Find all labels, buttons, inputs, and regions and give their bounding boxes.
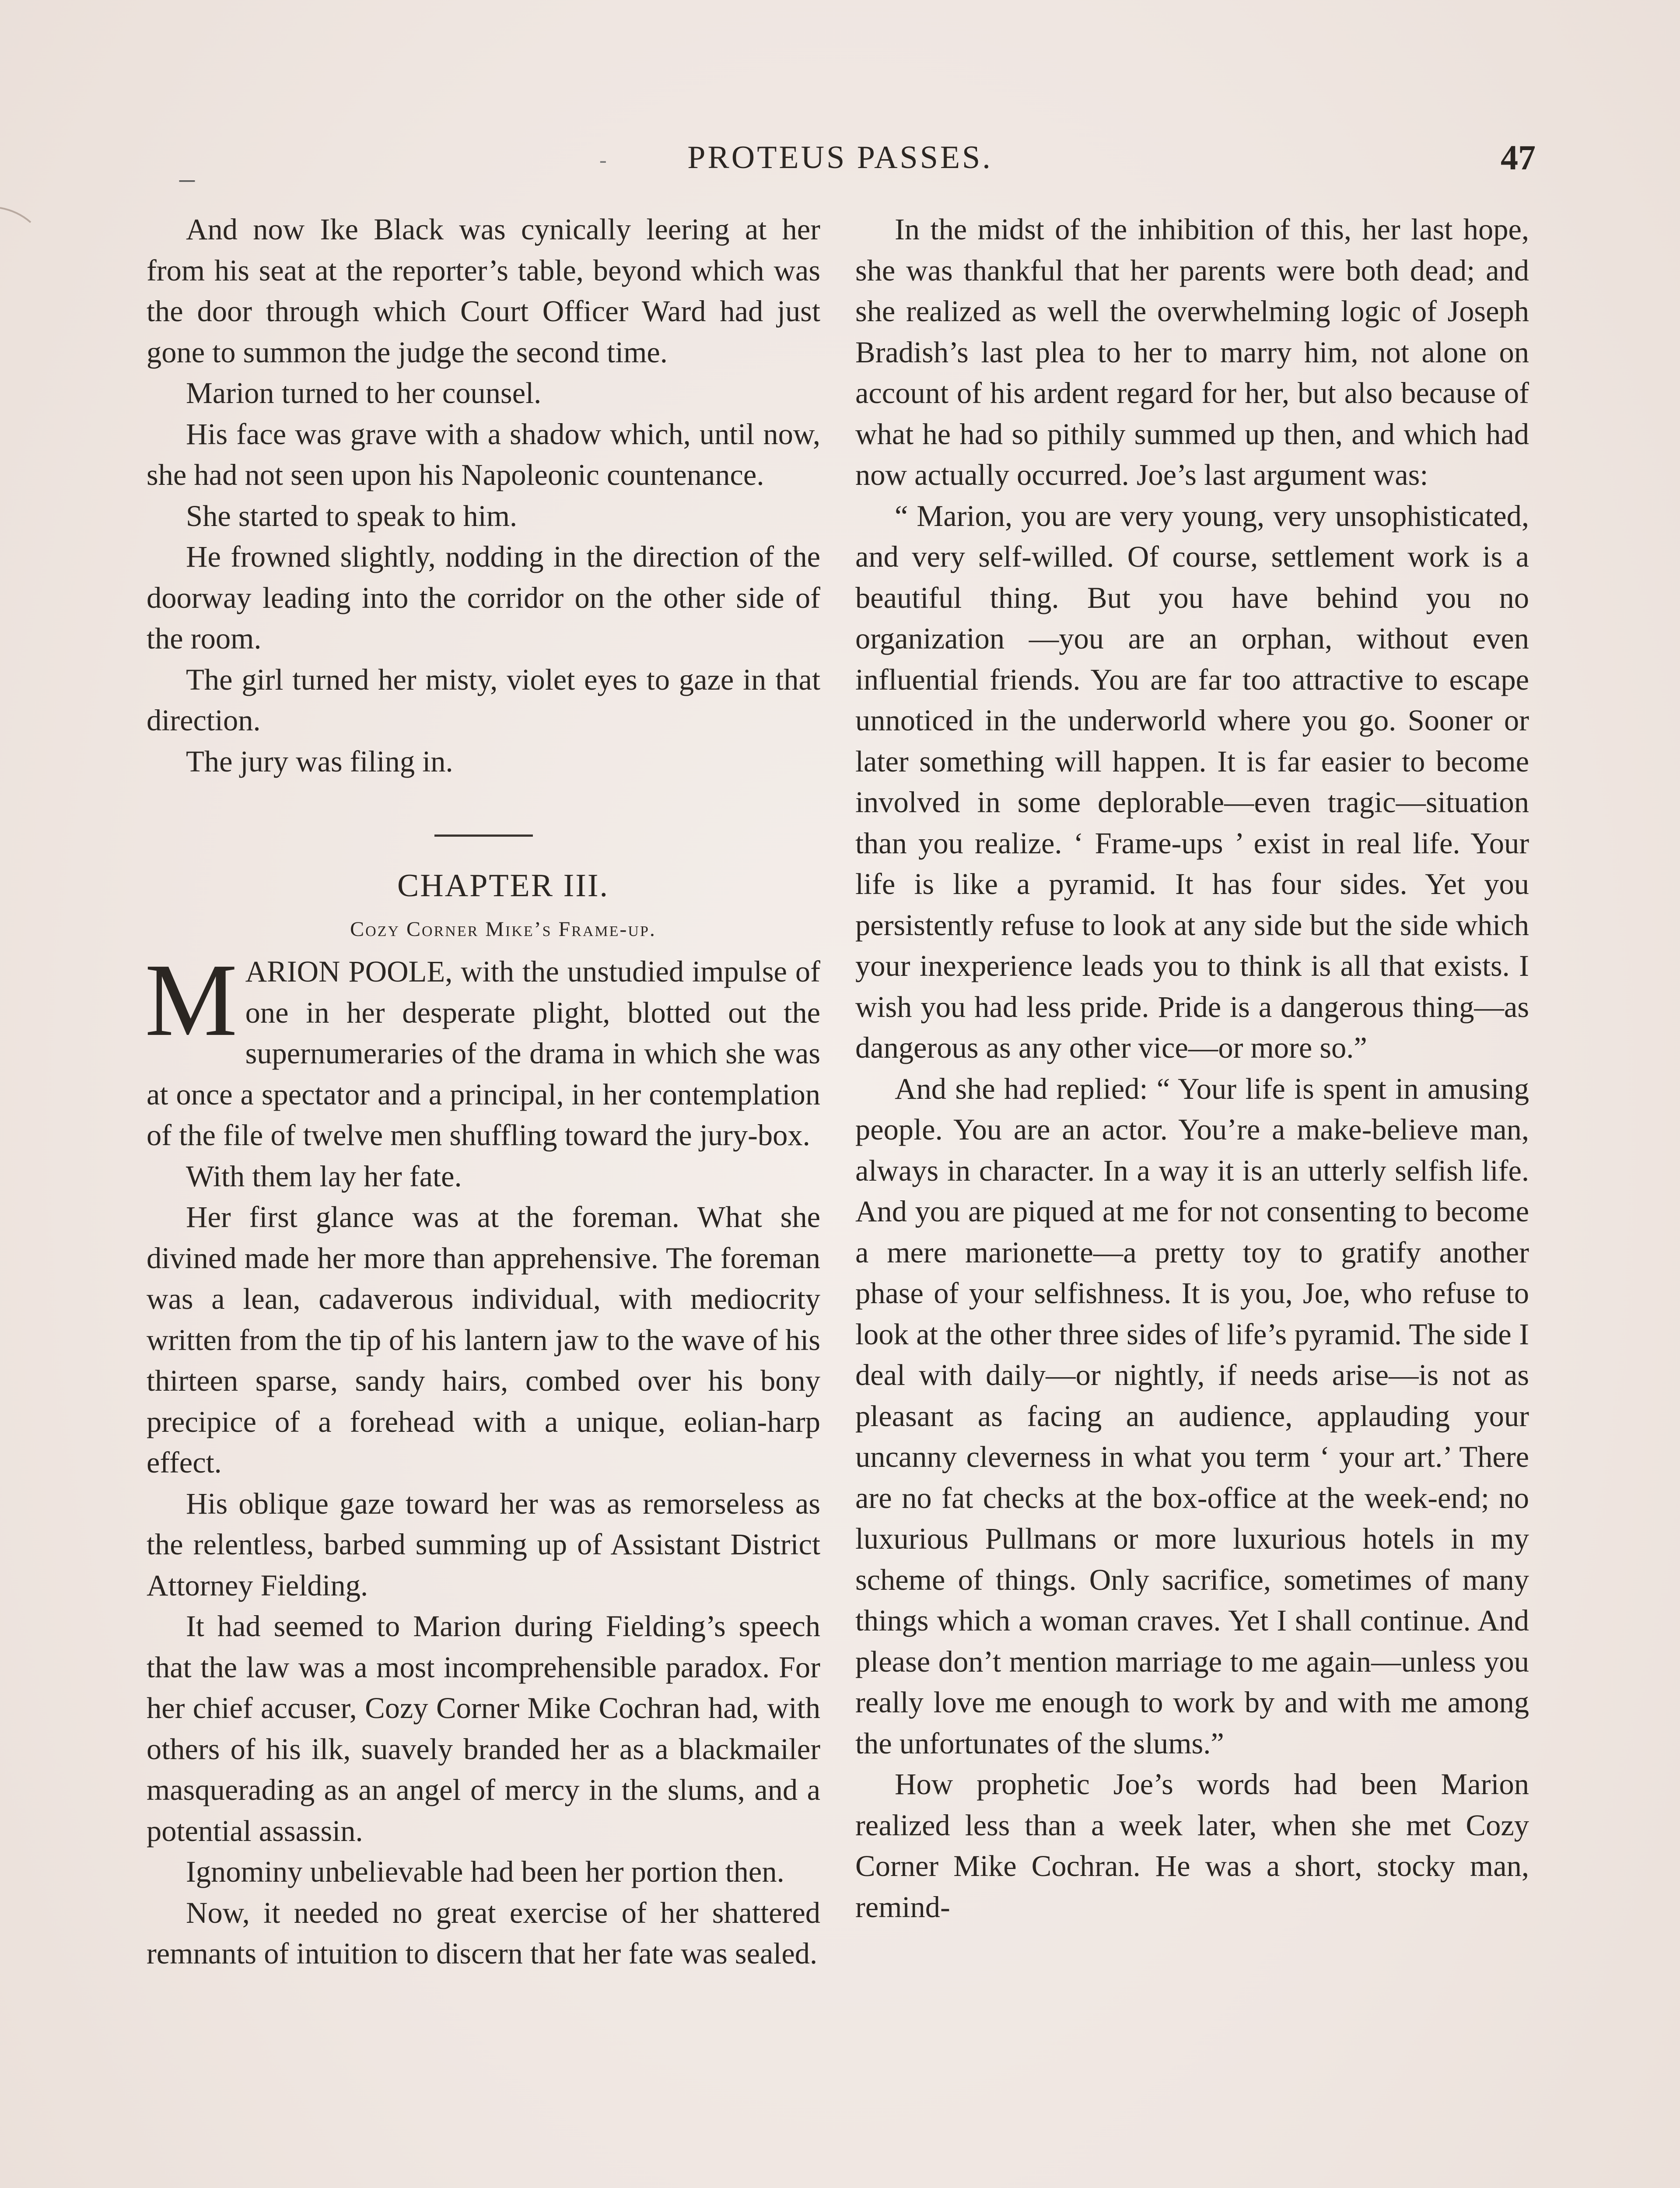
paragraph: And she had replied: “ Your life is spent in amusing people. You are an actor. You’re a make-believe man, always in character. In a way it is an utterly selfish life. And you are piqued at me for not consenting to become a mere marionette—a pretty toy to gratify another phase of your selfishness. It is you, Joe, who refuse to look at the other three sides of life’s pyramid. The side I deal with daily—or nightly, if needs arise—is not as pleasant as facing an audience, applauding your uncanny cleverness in what you term ‘ your art.’ There are no fat checks at the box-office at the week-end; no luxurious Pullmans or more luxurious hotels in my scheme of things. Only sacrifice, sometimes of many things which a woman craves. Yet I shall continue. And please don’t mention marriage to me again—unless you really love me enough to work by and with me among the unfortunates of the slums.” — [855, 1072, 1529, 1760]
paragraph: Marion turned to her counsel. — [186, 376, 542, 410]
opening-paragraph — [145, 943, 820, 1156]
paragraph: The jury was filing in. — [186, 744, 453, 778]
running-title: PROTEUS PASSES. — [687, 140, 993, 175]
drop-cap: M — [145, 943, 238, 1058]
paragraph: The girl turned her misty, violet eyes to gaze in that direction. — [147, 663, 820, 737]
paragraph: His oblique gaze toward her was as remorseless as the relentless, barbed summing up of Assistant District Attorney Fielding. — [147, 1487, 820, 1602]
paragraph: She started to speak to him. — [186, 499, 518, 533]
right-column — [855, 209, 1529, 1928]
left-column — [147, 209, 820, 1974]
opening-text: ARION POOLE, with the unstudied impulse of one in her desperate plight, blotted out the supernumeraries of the drama in which she was at once a spectator and a principal, in her contemplation of the file of twelve men shuffling toward the jury-box. — [147, 955, 820, 1152]
paragraph: Her first glance was at the foreman. What she divined made her more than apprehensive. The foreman was a lean, cadaverous individual, with mediocrity written from the tip of his lantern jaw to the wave of his thirteen sparse, sandy hairs, combed over his bony precipice of a forehead with a unique, eolian-harp effect. — [147, 1200, 820, 1479]
paragraph: It had seemed to Marion during Fielding’s speech that the law was a most incomprehensible paradox. For her chief accuser, Cozy Corner Mike Cochran had, with others of his ilk, suavely branded her as a blackmailer masquerading as an angel of mercy in the slums, and a potential assassin. — [147, 1609, 820, 1848]
paragraph: Now, it needed no great exercise of her shattered remnants of intuition to discern that her fate was sealed. — [147, 1896, 820, 1970]
section-divider — [434, 835, 533, 837]
paragraph: He frowned slightly, nodding in the direction of the doorway leading into the corridor on the other side of the room. — [147, 540, 820, 655]
page-number: 47 — [1501, 139, 1536, 177]
page-edge-mark — [0, 206, 35, 223]
paragraph: How prophetic Joe’s words had been Marion realized less than a week later, when she met Cozy Corner Mike Cochran. He was a short, stocky man, remind- — [855, 1767, 1529, 1924]
header-mark: - — [599, 147, 607, 172]
chapter-title: CHAPTER III. — [397, 868, 609, 904]
header-dash: – — [179, 161, 195, 195]
paragraph: In the midst of the inhibition of this, her last hope, she was thankful that her parents were both dead; and she realized as well the overwhelming logic of Joseph Bradish’s last plea to her to marry him, not alone on account of his ardent regard for her, but also because of what he had so pithily summed up then, and which had now actually occurred. Joe’s last argument was: — [855, 213, 1529, 491]
paragraph: “ Marion, you are very young, very unsophisticated, and very self-willed. Of course, settlement work is a beautiful thing. But you have behind you no organization —you are an orphan, without even influential friends. You are far too attractive to escape unnoticed in the underworld where you go. Sooner or later something will happen. It is far easier to become involved in some deplorable—even tragic—situation than you realize. ‘ Frame-ups ’ exist in real life. Your life is like a pyramid. It has four sides. Yet you persistently refuse to look at any side but the side which your inexperience leads you to think is all that exists. I wish you had less pride. Pride is a dangerous thing—as dangerous as any other vice—or more so.” — [855, 499, 1529, 1064]
paragraph: His face was grave with a shadow which, until now, she had not seen upon his Napoleonic countenance. — [147, 417, 820, 491]
running-header — [144, 139, 1536, 195]
paragraph: Ignominy unbelievable had been her portion then. — [186, 1855, 784, 1888]
paragraph: And now Ike Black was cynically leering at her from his seat at the reporter’s table, beyond which was the door through which Court Officer Ward had just gone to summon the judge the second time. — [147, 213, 820, 369]
chapter-subtitle: Cozy Corner Mike’s Frame-up. — [350, 918, 656, 941]
paragraph: With them lay her fate. — [186, 1159, 462, 1193]
